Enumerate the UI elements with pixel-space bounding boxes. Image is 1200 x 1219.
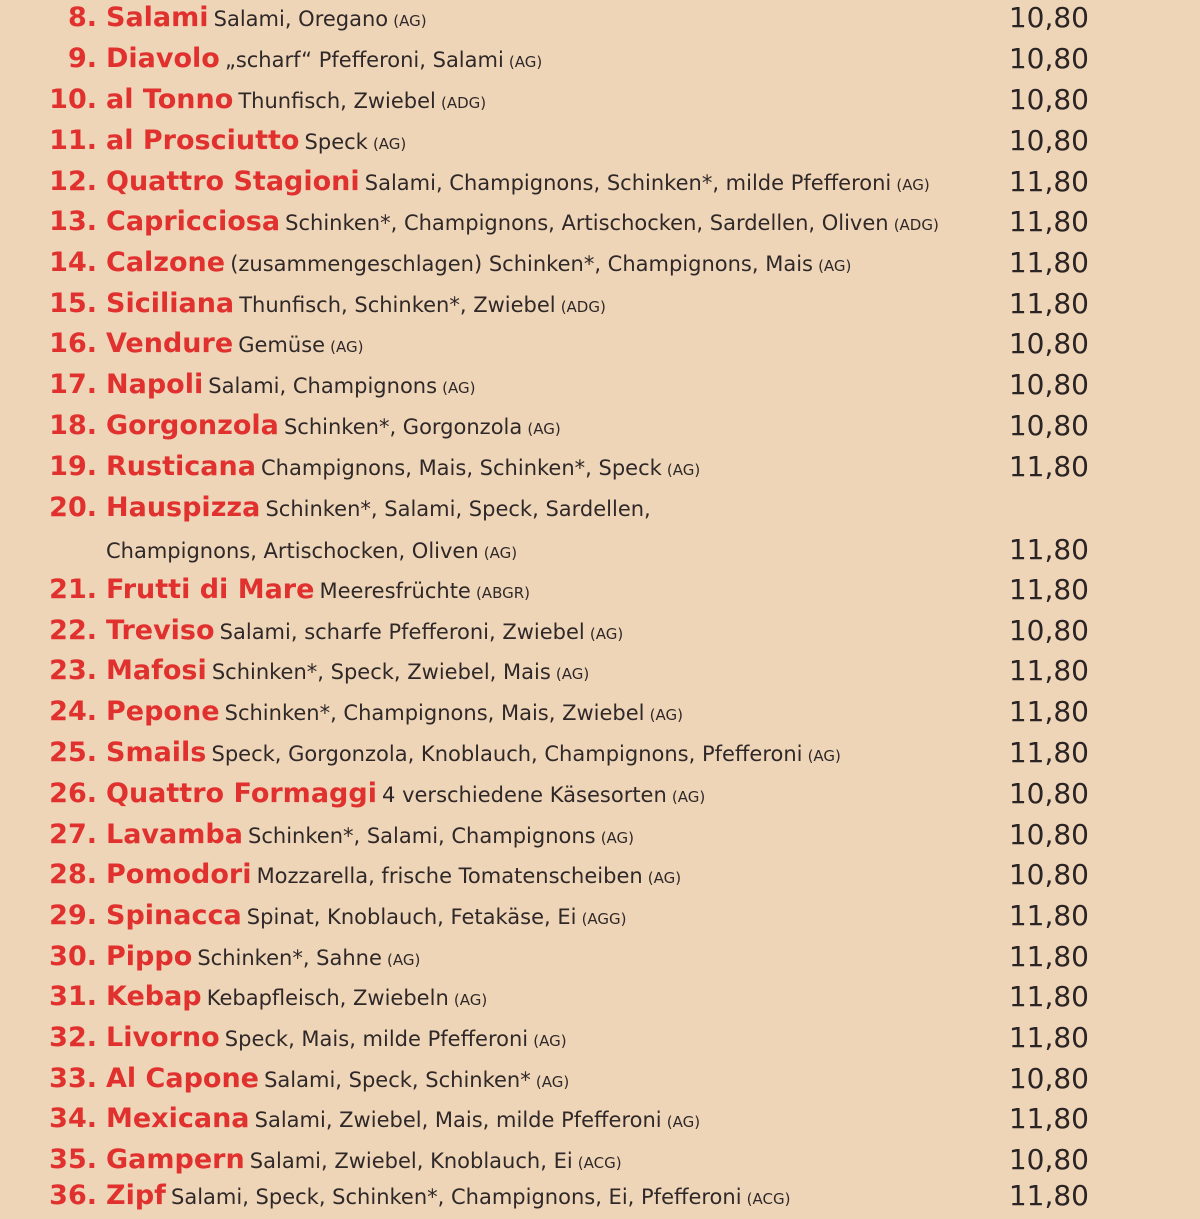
item-price: 11,80	[1008, 1102, 1089, 1135]
item-name: Siciliana	[106, 288, 235, 319]
item-number: 8.	[67, 2, 97, 33]
item-text	[106, 447, 700, 490]
item-name: Rusticana	[106, 451, 256, 482]
item-number: 26.	[49, 778, 97, 809]
menu-item	[0, 937, 1200, 977]
item-number: 22.	[49, 615, 97, 646]
item-price: 11,80	[1008, 736, 1089, 769]
item-description: Schinken*, Speck, Zwiebel, Mais	[211, 660, 551, 684]
menu-item	[0, 651, 1200, 691]
item-price: 11,80	[1008, 205, 1089, 238]
item-text	[106, 243, 851, 286]
item-name: Mafosi	[106, 655, 207, 686]
item-name: Quattro Stagioni	[106, 166, 360, 197]
menu-item	[0, 202, 1200, 242]
item-allergens: (AG)	[372, 135, 407, 153]
item-description: Thunfisch, Zwiebel	[238, 89, 436, 113]
item-allergens: (AGG)	[581, 910, 627, 928]
item-number: 15.	[49, 288, 97, 319]
menu-item	[0, 121, 1200, 161]
menu-item	[0, 733, 1200, 773]
item-allergens: (AG)	[589, 625, 624, 643]
menu-item	[0, 977, 1200, 1017]
item-price: 11,80	[1008, 533, 1089, 566]
item-price: 11,80	[1008, 899, 1089, 932]
item-number: 12.	[49, 166, 97, 197]
item-text	[106, 774, 705, 817]
item-description: Schinken*, Champignons, Artischocken, Sardellen, Oliven	[285, 211, 889, 235]
item-price: 10,80	[1008, 42, 1089, 75]
item-description: Gemüse	[238, 333, 326, 357]
item-price: 10,80	[1008, 614, 1089, 647]
item-allergens: (ADG)	[560, 298, 606, 316]
item-description: Champignons, Mais, Schinken*, Speck	[261, 456, 662, 480]
item-allergens: (AG)	[527, 420, 561, 438]
item-description: Thunfisch, Schinken*, Zwiebel	[239, 293, 556, 317]
menu-item	[0, 1059, 1200, 1099]
item-text	[106, 1059, 569, 1102]
item-description: Speck, Mais, milde Pfefferoni	[224, 1027, 529, 1051]
item-number: 25.	[49, 737, 97, 768]
item-description: Schinken*, Champignons, Mais, Zwiebel	[224, 701, 645, 725]
item-price: 10,80	[1008, 1, 1089, 34]
item-number: 13.	[49, 206, 97, 237]
item-text	[106, 406, 561, 449]
item-price: 10,80	[1008, 124, 1089, 157]
item-allergens: (AG)	[533, 1032, 567, 1050]
item-number: 33.	[49, 1063, 97, 1094]
item-number: 24.	[49, 696, 97, 727]
item-number: 23.	[49, 655, 97, 686]
item-text	[106, 162, 930, 205]
item-allergens: (AG)	[807, 747, 841, 765]
item-allergens: (AG)	[508, 53, 543, 71]
item-allergens: (ADG)	[893, 216, 939, 234]
menu-item	[0, 162, 1200, 202]
item-price: 10,80	[1008, 1143, 1089, 1176]
menu-item	[0, 1099, 1200, 1139]
item-name: Zipf	[106, 1180, 166, 1211]
item-name: Treviso	[106, 615, 215, 646]
item-name: Diavolo	[106, 43, 220, 74]
item-description: Meeresfrüchte	[319, 579, 471, 603]
item-name: Calzone	[106, 247, 226, 278]
item-text	[106, 0, 427, 41]
item-description: Schinken*, Gorgonzola	[283, 415, 523, 439]
menu-item	[0, 896, 1200, 936]
item-text	[106, 855, 681, 898]
item-number: 35.	[49, 1144, 97, 1175]
menu-item-continuation	[0, 530, 1200, 570]
menu-item	[0, 570, 1200, 610]
menu-item	[0, 774, 1200, 814]
item-description: Schinken*, Sahne	[197, 946, 382, 970]
item-number: 18.	[49, 410, 97, 441]
item-allergens: (AG)	[442, 379, 476, 397]
item-text	[106, 488, 651, 531]
item-name: Vendure	[106, 328, 234, 359]
item-name: al Tonno	[106, 84, 234, 115]
item-price: 11,80	[1008, 573, 1089, 606]
item-name: Pippo	[106, 941, 193, 972]
item-price: 11,80	[1008, 246, 1089, 279]
item-price: 10,80	[1008, 327, 1089, 360]
item-name: Gampern	[106, 1144, 245, 1175]
item-allergens: (ADG)	[440, 94, 487, 112]
item-name: Salami	[106, 2, 209, 33]
menu-item	[0, 365, 1200, 405]
item-price: 11,80	[1008, 450, 1089, 483]
item-allergens: (AG)	[649, 706, 683, 724]
item-price: 10,80	[1008, 777, 1089, 810]
item-number: 34.	[49, 1103, 97, 1134]
item-text	[106, 611, 623, 654]
item-description: Speck, Gorgonzola, Knoblauch, Champignons, Pfefferoni	[211, 742, 803, 766]
item-text	[106, 80, 486, 123]
item-description: Salami, Champignons, Schinken*, milde Pfefferoni	[364, 171, 892, 195]
item-price: 11,80	[1008, 940, 1089, 973]
item-allergens: (AG)	[896, 176, 930, 194]
item-number: 16.	[49, 328, 97, 359]
item-price: 10,80	[1008, 818, 1089, 851]
menu-item	[0, 611, 1200, 651]
item-description: Mozzarella, frische Tomatenscheiben	[256, 864, 643, 888]
item-description: Schinken*, Salami, Champignons	[248, 824, 596, 848]
item-description: Salami, Zwiebel, Knoblauch, Ei	[249, 1149, 573, 1173]
item-name: Gorgonzola	[106, 410, 279, 441]
menu-item	[0, 0, 1200, 38]
item-description: 4 verschiedene Käsesorten	[382, 783, 667, 807]
item-text	[106, 937, 420, 980]
menu-item	[0, 447, 1200, 487]
item-description: Schinken*, Salami, Speck, Sardellen,	[265, 497, 651, 521]
item-name: al Prosciutto	[106, 125, 300, 156]
item-name: Capricciosa	[106, 206, 281, 237]
item-allergens: (AG)	[453, 991, 488, 1009]
item-allergens: (AG)	[483, 544, 518, 562]
item-allergens: (AG)	[666, 1113, 701, 1131]
menu-item	[0, 488, 1200, 528]
item-price: 10,80	[1008, 409, 1089, 442]
item-number: 17.	[49, 369, 97, 400]
item-name: Napoli	[106, 369, 204, 400]
item-text	[106, 815, 634, 858]
item-description: Salami, Zwiebel, Mais, milde Pfefferoni	[254, 1108, 662, 1132]
item-description: Salami, Oregano	[213, 7, 389, 31]
item-text	[106, 1176, 790, 1219]
item-description: Salami, Champignons	[208, 374, 438, 398]
item-price: 10,80	[1008, 368, 1089, 401]
item-name: Livorno	[106, 1022, 220, 1053]
item-price: 11,80	[1008, 287, 1089, 320]
item-text	[106, 530, 517, 573]
item-name: Quattro Formaggi	[106, 778, 377, 809]
item-text	[106, 121, 406, 164]
item-allergens: (ABGR)	[475, 584, 530, 602]
item-price: 11,80	[1008, 1179, 1089, 1212]
item-allergens: (AG)	[555, 665, 590, 683]
item-allergens: (AG)	[330, 338, 364, 356]
item-name: Hauspizza	[106, 492, 261, 523]
item-price: 11,80	[1008, 654, 1089, 687]
item-number: 28.	[49, 859, 97, 890]
menu-item	[0, 406, 1200, 446]
item-text	[106, 39, 542, 82]
item-price: 11,80	[1008, 1021, 1089, 1054]
item-price: 11,80	[1008, 980, 1089, 1013]
item-price: 10,80	[1008, 83, 1089, 116]
item-name: Smails	[106, 737, 207, 768]
item-number: 31.	[49, 981, 97, 1012]
item-allergens: (AG)	[600, 829, 635, 847]
item-number: 27.	[49, 819, 97, 850]
item-number: 14.	[49, 247, 97, 278]
item-name: Mexicana	[106, 1103, 250, 1134]
item-text	[106, 896, 627, 939]
menu-item	[0, 80, 1200, 120]
menu-item	[0, 284, 1200, 324]
menu-item	[0, 855, 1200, 895]
item-text	[106, 324, 363, 367]
item-name: Frutti di Mare	[106, 574, 315, 605]
item-text	[106, 365, 475, 408]
item-text	[106, 202, 939, 245]
item-allergens: (AG)	[393, 12, 427, 30]
item-allergens: (AG)	[387, 951, 421, 969]
item-price: 11,80	[1008, 165, 1089, 198]
menu-item	[0, 1140, 1200, 1180]
item-allergens: (AG)	[818, 257, 852, 275]
item-number: 29.	[49, 900, 97, 931]
item-text	[106, 284, 606, 327]
item-allergens: (AG)	[671, 788, 706, 806]
item-description: „scharf“ Pfefferoni, Salami	[224, 48, 504, 72]
item-name: Al Capone	[106, 1063, 259, 1094]
item-allergens: (AG)	[535, 1073, 570, 1091]
item-description: Salami, Speck, Schinken*, Champignons, Ei, Pfefferoni	[171, 1185, 742, 1209]
item-text	[106, 570, 530, 613]
item-number: 11.	[49, 125, 97, 156]
item-description: Kebapfleisch, Zwiebeln	[206, 986, 449, 1010]
item-description: Spinat, Knoblauch, Fetakäse, Ei	[246, 905, 577, 929]
item-text	[106, 1099, 700, 1142]
menu-item	[0, 1018, 1200, 1058]
item-price: 10,80	[1008, 858, 1089, 891]
item-name: Kebap	[106, 981, 202, 1012]
item-allergens: (AG)	[647, 869, 682, 887]
item-allergens: (ACG)	[577, 1154, 622, 1172]
item-name: Lavamba	[106, 819, 243, 850]
item-number: 10.	[49, 84, 97, 115]
item-name: Spinacca	[106, 900, 242, 931]
item-number: 32.	[49, 1022, 97, 1053]
item-number: 30.	[49, 941, 97, 972]
item-number: 19.	[49, 451, 97, 482]
item-description: Salami, Speck, Schinken*	[264, 1068, 531, 1092]
item-price: 11,80	[1008, 695, 1089, 728]
menu-item	[0, 1176, 1200, 1216]
item-text	[106, 977, 487, 1020]
item-description: Champignons, Artischocken, Oliven	[106, 539, 479, 563]
item-description: Speck	[304, 130, 368, 154]
item-number: 20.	[49, 492, 97, 523]
menu-item	[0, 692, 1200, 732]
item-text	[106, 1018, 567, 1061]
item-text	[106, 651, 589, 694]
item-allergens: (AG)	[666, 461, 701, 479]
item-name: Pomodori	[106, 859, 252, 890]
item-text	[106, 692, 683, 735]
item-price: 10,80	[1008, 1062, 1089, 1095]
menu-item	[0, 324, 1200, 364]
item-allergens: (ACG)	[746, 1190, 791, 1208]
item-number: 21.	[49, 574, 97, 605]
menu-item	[0, 815, 1200, 855]
item-text	[106, 733, 841, 776]
item-number: 36.	[49, 1180, 97, 1211]
menu-item	[0, 243, 1200, 283]
item-description: (zusammengeschlagen) Schinken*, Champignons, Mais	[230, 252, 813, 276]
item-number: 9.	[67, 43, 97, 74]
item-name: Pepone	[106, 696, 220, 727]
item-description: Salami, scharfe Pfefferoni, Zwiebel	[219, 620, 585, 644]
menu-item	[0, 39, 1200, 79]
